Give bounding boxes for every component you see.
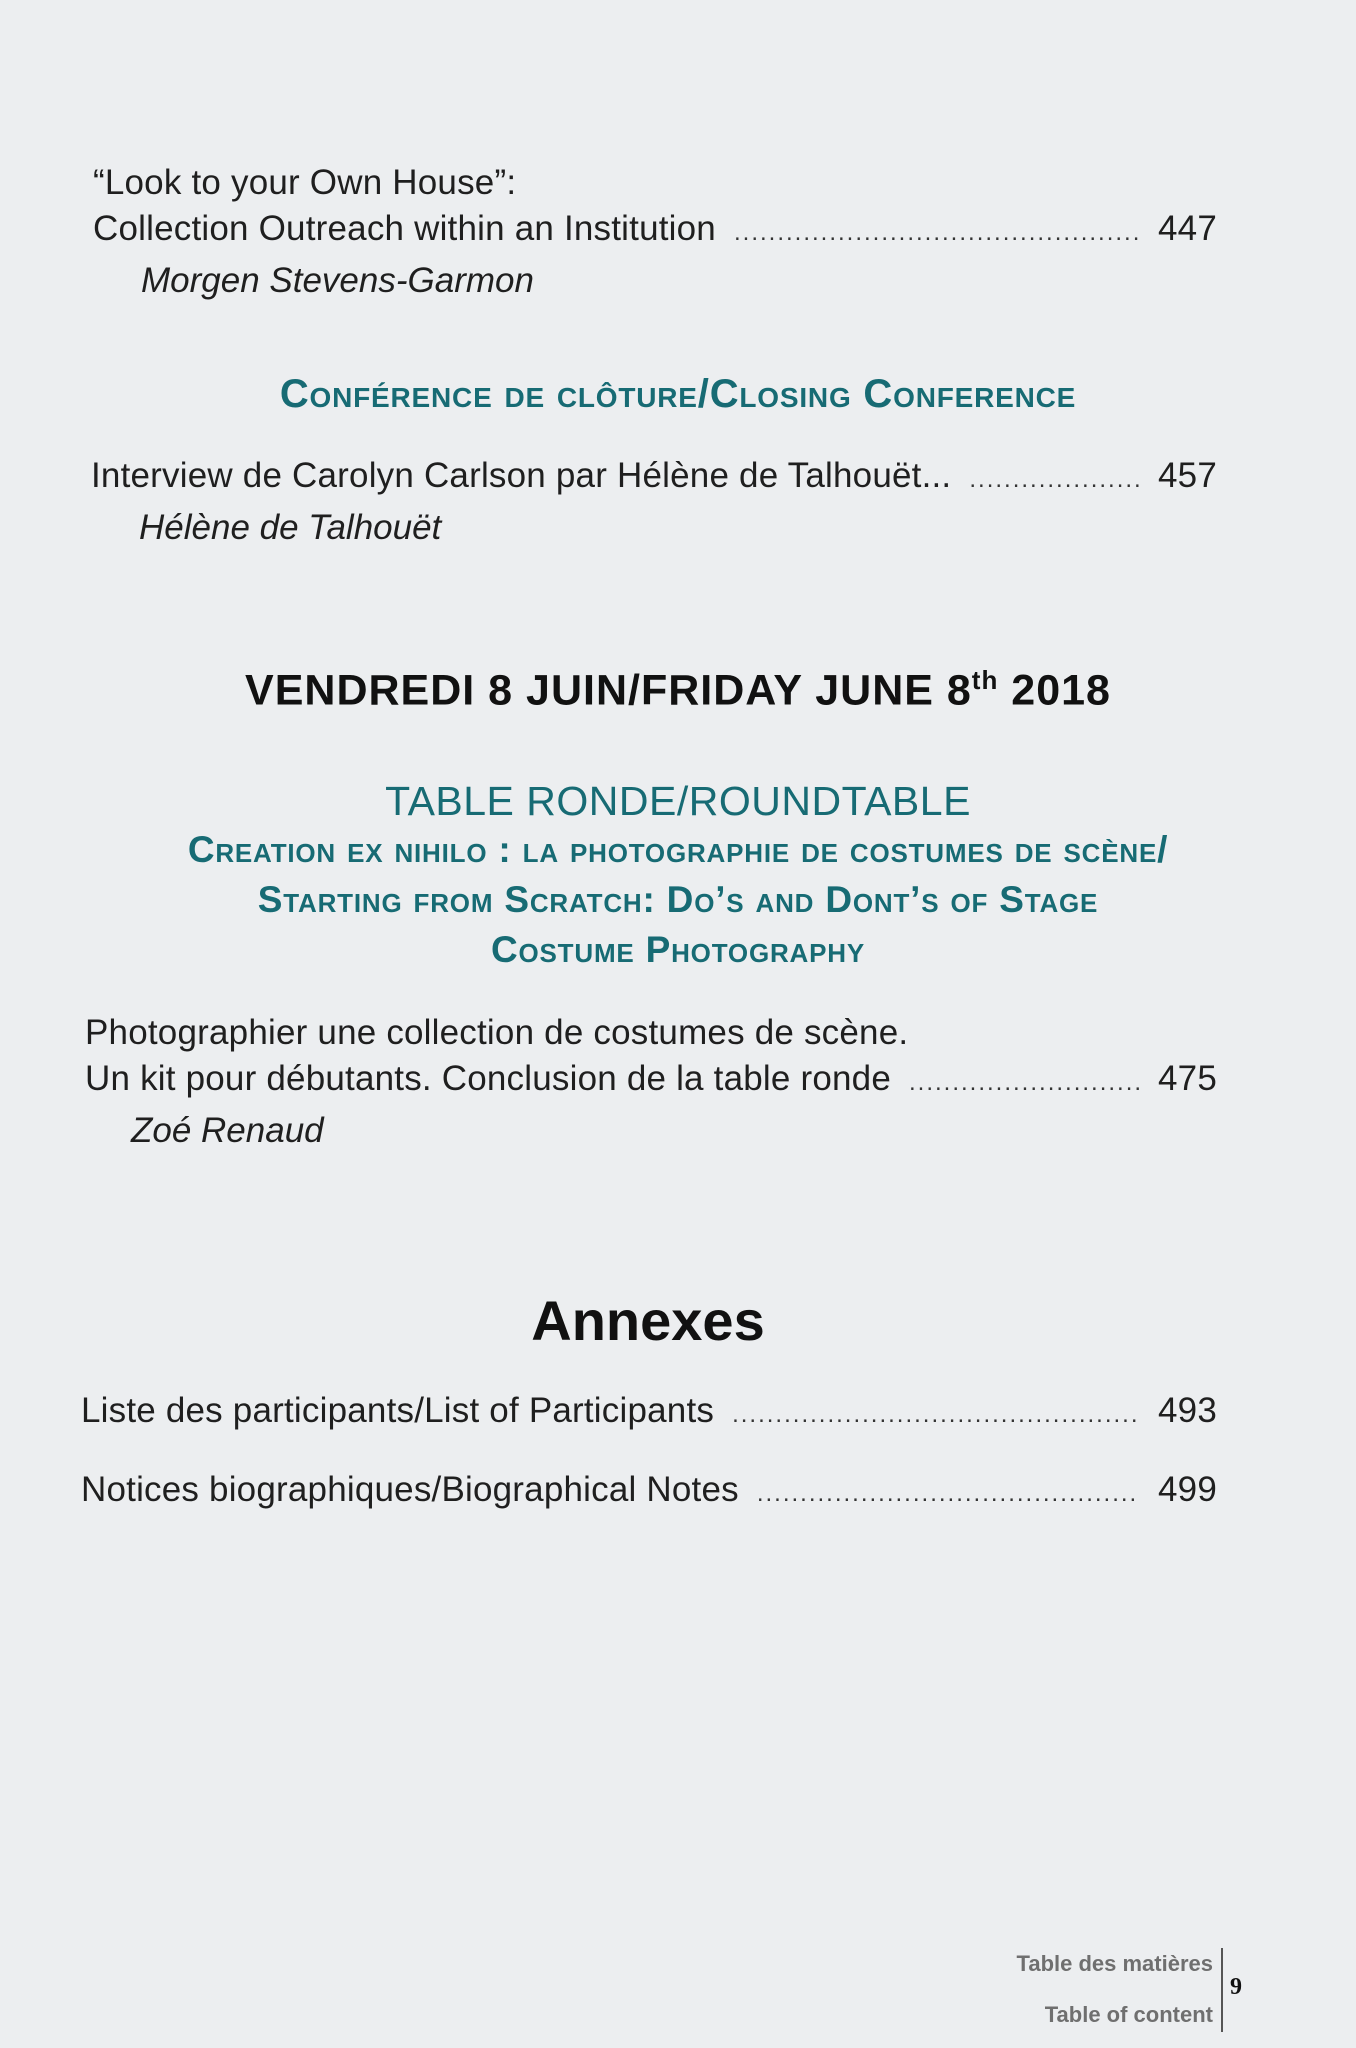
entry-author: Morgen Stevens-Garmon	[141, 261, 534, 300]
dot-leader	[734, 210, 1139, 256]
dot-leader	[969, 457, 1139, 503]
roundtable-title-line: Costume Photography	[491, 929, 865, 970]
roundtable-title-line: Starting from Scratch: Do’s and Dont’s of Stage	[257, 879, 1099, 920]
entry-author: Zoé Renaud	[131, 1111, 324, 1150]
entry-title-line: Un kit pour débutants. Conclusion de la table ronde	[85, 1059, 891, 1098]
entry-page-number: 447	[1158, 209, 1217, 248]
entry-author: Hélène de Talhouët	[139, 508, 442, 547]
closing-conference-heading: Conférence de clôture/Closing Conference	[279, 372, 1077, 416]
footer-label-en: Table of content	[1044, 2002, 1213, 2027]
entry-page-number: 493	[1158, 1391, 1217, 1430]
day-heading: VENDREDI 8 JUIN/FRIDAY JUNE 8th 2018	[245, 665, 1111, 715]
toc-entry	[0, 1388, 1356, 1438]
entry-page-number: 457	[1158, 456, 1217, 495]
toc-entry	[0, 1467, 1356, 1517]
footer-divider	[1221, 1948, 1223, 2032]
entry-page-number: 499	[1158, 1470, 1217, 1509]
entry-title-line: “Look to your Own House”:	[93, 163, 517, 202]
day-superscript: th	[971, 665, 999, 695]
entry-title-line: Collection Outreach within an Institution	[93, 209, 716, 248]
footer-label-fr: Table des matières	[1016, 1951, 1213, 1976]
entry-title-line: Notices biographiques/Biographical Notes	[81, 1470, 739, 1509]
roundtable-label: TABLE RONDE/ROUNDTABLE	[385, 778, 971, 824]
toc-entry	[0, 453, 1356, 553]
dot-leader	[757, 1471, 1139, 1517]
toc-entry	[0, 1010, 1356, 1156]
dot-leader	[909, 1060, 1139, 1106]
entry-title-line: Interview de Carolyn Carlson par Hélène de Talhouët...	[91, 456, 952, 495]
entry-page-number: 475	[1158, 1059, 1217, 1098]
page-number: 9	[1230, 1974, 1242, 2000]
toc-entry	[0, 160, 1356, 306]
dot-leader	[732, 1392, 1139, 1438]
entry-title-line: Liste des participants/List of Participants	[81, 1391, 715, 1430]
annexes-heading: Annexes	[531, 1289, 765, 1352]
entry-title-line: Photographier une collection de costumes de scène.	[85, 1013, 909, 1052]
roundtable-title-line: Creation ex nihilo : la photographie de costumes de scène/	[187, 829, 1169, 870]
